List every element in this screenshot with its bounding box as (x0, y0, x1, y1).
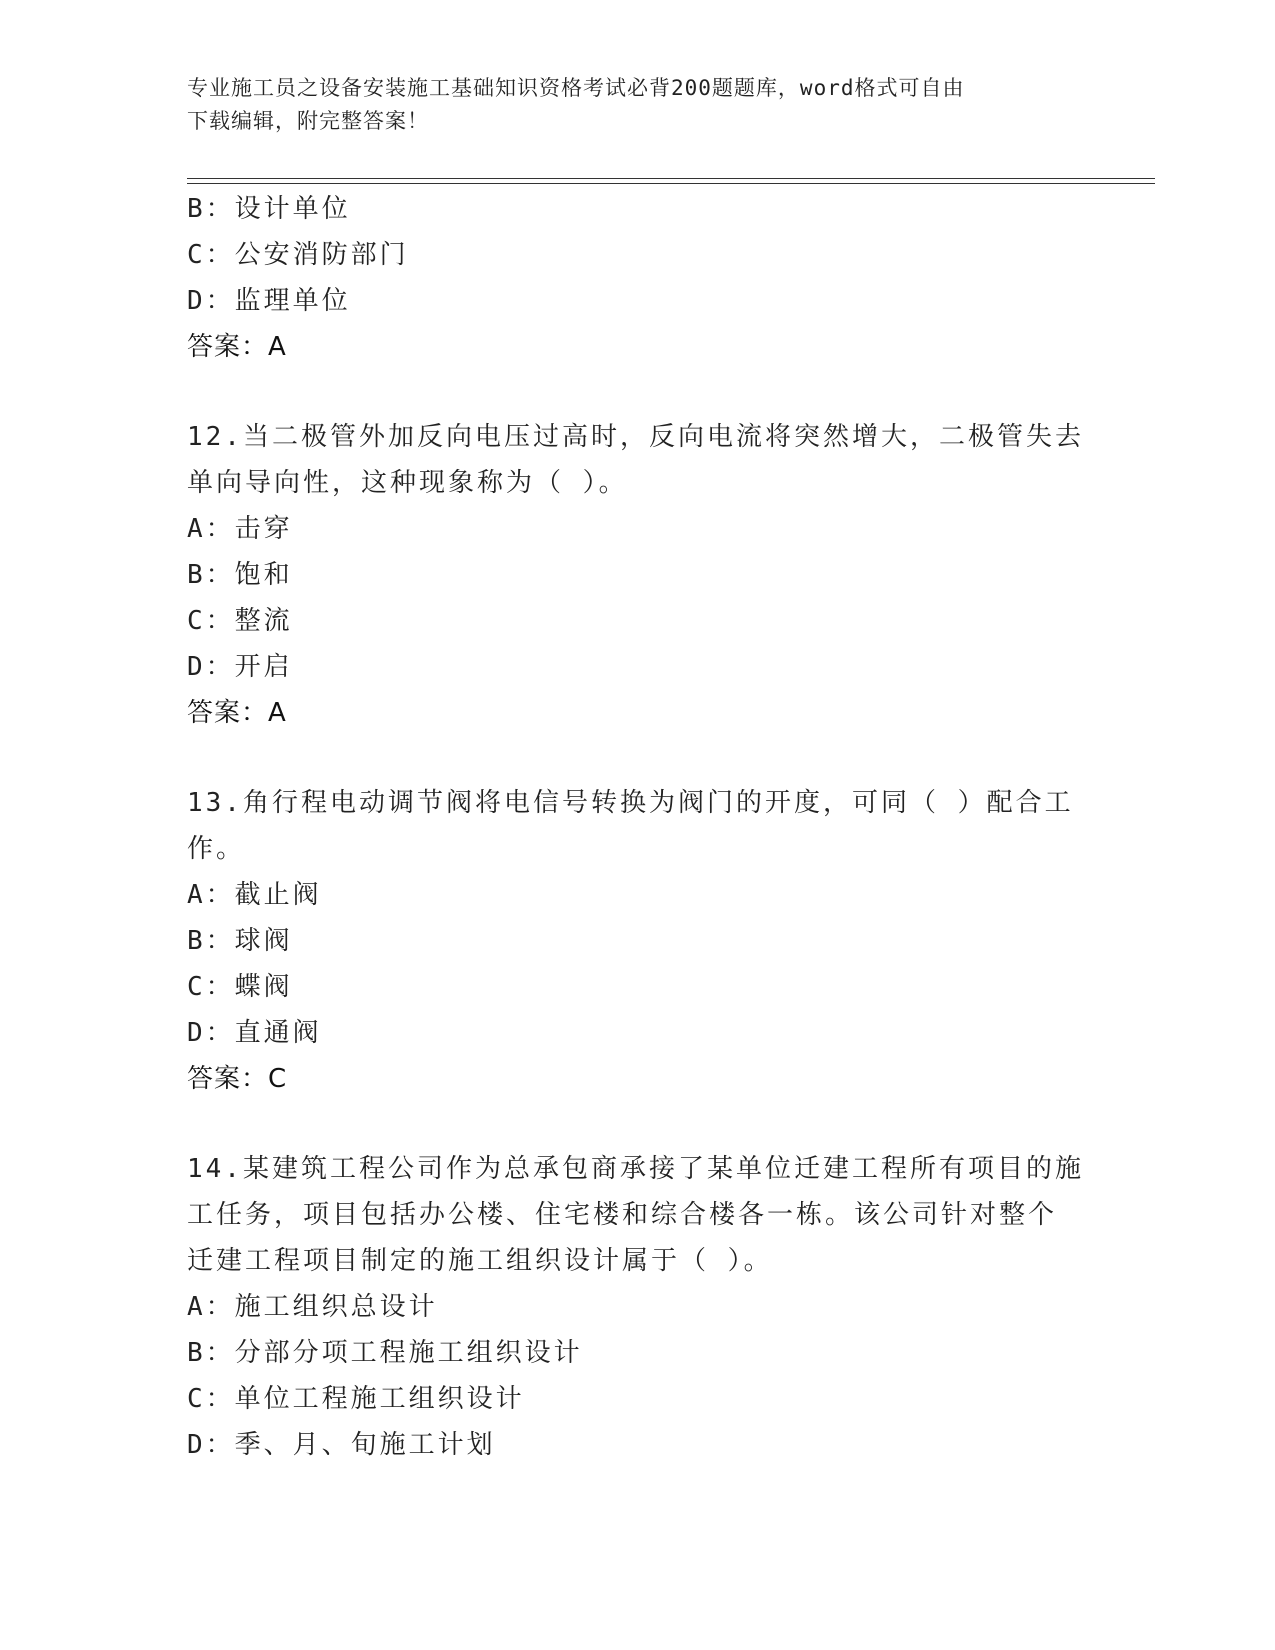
option-d: D：开启 (187, 652, 293, 682)
question-stem-line: 迁建工程项目制定的施工组织设计属于（ ）。 (187, 1246, 773, 1276)
header-divider-top (187, 178, 1155, 179)
question-stem-line: 工任务，项目包括办公楼、住宅楼和综合楼各一栋。该公司针对整个 (187, 1200, 1058, 1230)
question-stem-line: 12.当二极管外加反向电压过高时，反向电流将突然增大，二极管失去 (187, 422, 1084, 452)
question-spacer (187, 736, 1087, 780)
question-spacer (187, 370, 1087, 414)
answer: 答案：C (187, 1064, 288, 1094)
option-c: C：蝶阀 (187, 972, 293, 1002)
question-12 (187, 414, 1087, 736)
question-14 (187, 1146, 1087, 1468)
answer: 答案：A (187, 332, 287, 362)
option-b: B：球阀 (187, 926, 293, 956)
header-title-line-1: 专业施工员之设备安装施工基础知识资格考试必背200题题库，word格式可自由 (187, 76, 965, 100)
option-c: C：公安消防部门 (187, 240, 409, 270)
question-list (187, 186, 1087, 1468)
option-b: B：设计单位 (187, 194, 351, 224)
document-header (187, 72, 1067, 138)
option-c: C：整流 (187, 606, 293, 636)
option-d: D：监理单位 (187, 286, 351, 316)
option-b: B：分部分项工程施工组织设计 (187, 1338, 583, 1368)
question-spacer (187, 1102, 1087, 1146)
option-d: D：直通阀 (187, 1018, 322, 1048)
question-stem-line: 作。 (187, 834, 246, 864)
question-13 (187, 780, 1087, 1102)
header-divider-bottom (187, 183, 1155, 184)
question-stem-line: 14.某建筑工程公司作为总承包商承接了某单位迁建工程所有项目的施 (187, 1154, 1084, 1184)
answer: 答案：A (187, 698, 287, 728)
question-11 (187, 186, 1087, 370)
header-title-line-2: 下载编辑，附完整答案！ (187, 109, 429, 133)
option-a: A：施工组织总设计 (187, 1292, 438, 1322)
option-d: D：季、月、旬施工计划 (187, 1430, 496, 1460)
question-stem-line: 13.角行程电动调节阀将电信号转换为阀门的开度，可同（ ）配合工 (187, 788, 1074, 818)
option-a: A：截止阀 (187, 880, 322, 910)
question-stem-line: 单向导向性，这种现象称为（ ）。 (187, 468, 628, 498)
option-c: C：单位工程施工组织设计 (187, 1384, 525, 1414)
option-b: B：饱和 (187, 560, 293, 590)
option-a: A：击穿 (187, 514, 293, 544)
